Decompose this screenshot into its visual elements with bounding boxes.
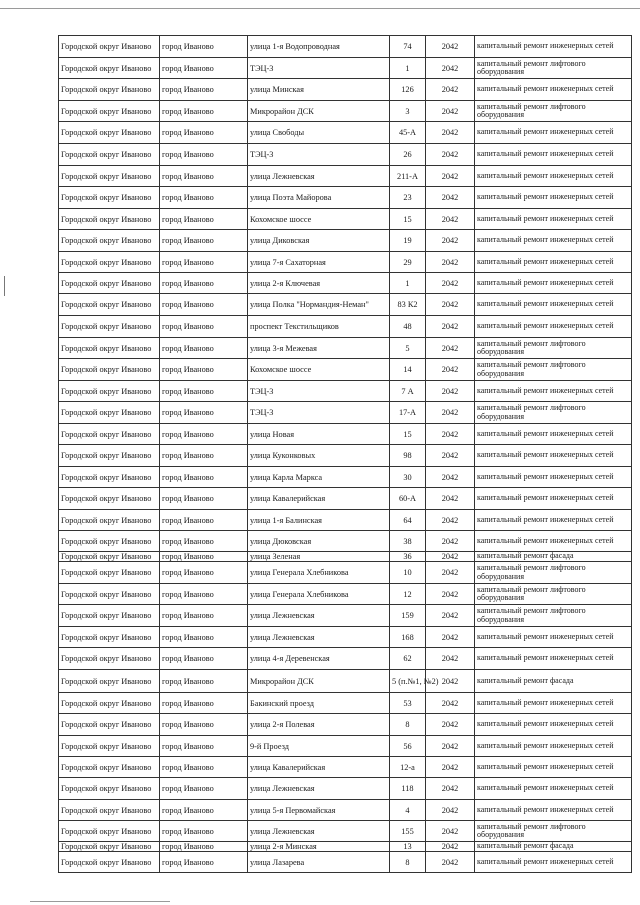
district-cell: Городской округ Иваново — [59, 252, 160, 273]
district-cell: Городской округ Иваново — [59, 842, 160, 852]
year-cell: 2042 — [426, 757, 475, 778]
house-number-cell: 62 — [390, 648, 426, 670]
city-cell: город Иваново — [160, 467, 248, 488]
district-cell: Городской округ Иваново — [59, 852, 160, 873]
table-row — [59, 166, 632, 187]
house-number-cell: 1 — [390, 273, 426, 294]
table-row — [59, 821, 632, 842]
house-number-cell: 60-А — [390, 488, 426, 510]
year-cell: 2042 — [426, 144, 475, 166]
year-cell: 2042 — [426, 627, 475, 648]
city-cell: город Иваново — [160, 101, 248, 122]
year-cell: 2042 — [426, 424, 475, 445]
house-number-cell: 12 — [390, 584, 426, 605]
year-cell: 2042 — [426, 166, 475, 187]
district-cell: Городской округ Иваново — [59, 294, 160, 316]
street-cell: проспект Текстильщиков — [248, 316, 390, 338]
table-row — [59, 670, 632, 693]
district-cell: Городской округ Иваново — [59, 605, 160, 627]
street-cell: Кохомское шоссе — [248, 359, 390, 381]
table-row — [59, 531, 632, 552]
house-number-cell: 5 — [390, 338, 426, 359]
district-cell: Городской округ Иваново — [59, 58, 160, 79]
district-cell: Городской округ Иваново — [59, 230, 160, 252]
house-number-cell: 211-А — [390, 166, 426, 187]
house-number-cell: 98 — [390, 445, 426, 467]
district-cell: Городской округ Иваново — [59, 821, 160, 842]
street-cell: улица Кавалерийская — [248, 488, 390, 510]
year-cell: 2042 — [426, 562, 475, 584]
year-cell: 2042 — [426, 467, 475, 488]
work-type-cell: капитальный ремонт лифтового оборудования — [475, 821, 632, 842]
house-number-cell: 118 — [390, 778, 426, 800]
table-row — [59, 36, 632, 58]
street-cell: улица Зеленая — [248, 552, 390, 562]
table-body — [59, 36, 632, 873]
district-cell: Городской округ Иваново — [59, 736, 160, 757]
table-row — [59, 552, 632, 562]
table-row — [59, 144, 632, 166]
district-cell: Городской округ Иваново — [59, 552, 160, 562]
city-cell: город Иваново — [160, 842, 248, 852]
house-number-cell: 36 — [390, 552, 426, 562]
year-cell: 2042 — [426, 402, 475, 424]
scan-left-mark — [4, 276, 5, 296]
house-number-cell: 155 — [390, 821, 426, 842]
table-row — [59, 381, 632, 402]
work-type-cell: капитальный ремонт инженерных сетей — [475, 273, 632, 294]
district-cell: Городской округ Иваново — [59, 714, 160, 736]
house-number-cell: 64 — [390, 510, 426, 531]
table-row — [59, 605, 632, 627]
city-cell: город Иваново — [160, 445, 248, 467]
table-row — [59, 714, 632, 736]
street-cell: улица Лежневская — [248, 166, 390, 187]
street-cell: улица 2-я Ключевая — [248, 273, 390, 294]
house-number-cell: 126 — [390, 79, 426, 101]
house-number-cell: 23 — [390, 187, 426, 209]
city-cell: город Иваново — [160, 79, 248, 101]
street-cell: Бакинский проезд — [248, 693, 390, 714]
district-cell: Городской округ Иваново — [59, 562, 160, 584]
city-cell: город Иваново — [160, 230, 248, 252]
table-row — [59, 648, 632, 670]
work-type-cell: капитальный ремонт инженерных сетей — [475, 209, 632, 230]
street-cell: ТЭЦ-3 — [248, 381, 390, 402]
year-cell: 2042 — [426, 736, 475, 757]
district-cell: Городской округ Иваново — [59, 648, 160, 670]
work-type-cell: капитальный ремонт инженерных сетей — [475, 252, 632, 273]
city-cell: город Иваново — [160, 144, 248, 166]
street-cell: 9-й Проезд — [248, 736, 390, 757]
city-cell: город Иваново — [160, 821, 248, 842]
table-row — [59, 338, 632, 359]
house-number-cell: 4 — [390, 800, 426, 821]
house-number-cell: 56 — [390, 736, 426, 757]
table-row — [59, 101, 632, 122]
year-cell: 2042 — [426, 510, 475, 531]
district-cell: Городской округ Иваново — [59, 316, 160, 338]
work-type-cell: капитальный ремонт инженерных сетей — [475, 381, 632, 402]
work-type-cell: капитальный ремонт лифтового оборудования — [475, 359, 632, 381]
house-number-cell: 3 — [390, 101, 426, 122]
work-type-cell: капитальный ремонт инженерных сетей — [475, 693, 632, 714]
table-row — [59, 273, 632, 294]
year-cell: 2042 — [426, 381, 475, 402]
street-cell: улица 7-я Сахаторная — [248, 252, 390, 273]
work-type-cell: капитальный ремонт инженерных сетей — [475, 316, 632, 338]
city-cell: город Иваново — [160, 552, 248, 562]
house-number-cell: 74 — [390, 36, 426, 58]
table-row — [59, 294, 632, 316]
table-row — [59, 852, 632, 873]
year-cell: 2042 — [426, 209, 475, 230]
house-number-cell: 168 — [390, 627, 426, 648]
street-cell: Микрорайон ДСК — [248, 670, 390, 693]
house-number-cell: 45-А — [390, 122, 426, 144]
district-cell: Городской округ Иваново — [59, 101, 160, 122]
work-type-cell: капитальный ремонт фасада — [475, 552, 632, 562]
table-row — [59, 359, 632, 381]
work-type-cell: капитальный ремонт лифтового оборудования — [475, 605, 632, 627]
year-cell: 2042 — [426, 101, 475, 122]
street-cell: улица 1-я Балинская — [248, 510, 390, 531]
street-cell: Кохомское шоссе — [248, 209, 390, 230]
city-cell: город Иваново — [160, 488, 248, 510]
year-cell: 2042 — [426, 584, 475, 605]
street-cell: улица Диковская — [248, 230, 390, 252]
city-cell: город Иваново — [160, 187, 248, 209]
house-number-cell: 8 — [390, 714, 426, 736]
city-cell: город Иваново — [160, 316, 248, 338]
year-cell: 2042 — [426, 187, 475, 209]
table-row — [59, 778, 632, 800]
scan-top-edge — [0, 8, 640, 9]
table-row — [59, 510, 632, 531]
house-number-cell: 38 — [390, 531, 426, 552]
city-cell: город Иваново — [160, 359, 248, 381]
district-cell: Городской округ Иваново — [59, 757, 160, 778]
house-number-cell: 30 — [390, 467, 426, 488]
table-row — [59, 122, 632, 144]
city-cell: город Иваново — [160, 510, 248, 531]
work-type-cell: капитальный ремонт лифтового оборудования — [475, 58, 632, 79]
street-cell: Микрорайон ДСК — [248, 101, 390, 122]
city-cell: город Иваново — [160, 800, 248, 821]
table-row — [59, 736, 632, 757]
district-cell: Городской округ Иваново — [59, 693, 160, 714]
house-number-cell: 8 — [390, 852, 426, 873]
house-number-cell: 13 — [390, 842, 426, 852]
work-type-cell: капитальный ремонт инженерных сетей — [475, 488, 632, 510]
district-cell: Городской округ Иваново — [59, 273, 160, 294]
year-cell: 2042 — [426, 800, 475, 821]
table-row — [59, 316, 632, 338]
city-cell: город Иваново — [160, 584, 248, 605]
year-cell: 2042 — [426, 778, 475, 800]
city-cell: город Иваново — [160, 338, 248, 359]
house-number-cell: 5 (п.№1, №2) — [390, 670, 426, 693]
house-number-cell: 83 К2 — [390, 294, 426, 316]
work-type-cell: капитальный ремонт фасада — [475, 842, 632, 852]
district-cell: Городской округ Иваново — [59, 187, 160, 209]
year-cell: 2042 — [426, 338, 475, 359]
table-row — [59, 693, 632, 714]
street-cell: улица Кавалерийская — [248, 757, 390, 778]
district-cell: Городской округ Иваново — [59, 584, 160, 605]
work-type-cell: капитальный ремонт инженерных сетей — [475, 230, 632, 252]
year-cell: 2042 — [426, 445, 475, 467]
street-cell: улица 2-я Полевая — [248, 714, 390, 736]
house-number-cell: 19 — [390, 230, 426, 252]
district-cell: Городской округ Иваново — [59, 778, 160, 800]
district-cell: Городской округ Иваново — [59, 510, 160, 531]
work-type-cell: капитальный ремонт инженерных сетей — [475, 736, 632, 757]
house-number-cell: 29 — [390, 252, 426, 273]
street-cell: улица Куконковых — [248, 445, 390, 467]
year-cell: 2042 — [426, 359, 475, 381]
table-row — [59, 187, 632, 209]
district-cell: Городской округ Иваново — [59, 122, 160, 144]
year-cell: 2042 — [426, 648, 475, 670]
work-type-cell: капитальный ремонт инженерных сетей — [475, 467, 632, 488]
district-cell: Городской округ Иваново — [59, 381, 160, 402]
city-cell: город Иваново — [160, 670, 248, 693]
work-type-cell: капитальный ремонт лифтового оборудования — [475, 562, 632, 584]
house-number-cell: 26 — [390, 144, 426, 166]
table-row — [59, 757, 632, 778]
work-type-cell: капитальный ремонт инженерных сетей — [475, 166, 632, 187]
street-cell: улица Минская — [248, 79, 390, 101]
city-cell: город Иваново — [160, 562, 248, 584]
work-type-cell: капитальный ремонт инженерных сетей — [475, 714, 632, 736]
year-cell: 2042 — [426, 605, 475, 627]
city-cell: город Иваново — [160, 273, 248, 294]
street-cell: улица Лежневская — [248, 627, 390, 648]
work-type-cell: капитальный ремонт инженерных сетей — [475, 627, 632, 648]
table-row — [59, 424, 632, 445]
work-type-cell: капитальный ремонт инженерных сетей — [475, 852, 632, 873]
street-cell: улица Поэта Майорова — [248, 187, 390, 209]
city-cell: город Иваново — [160, 778, 248, 800]
district-cell: Городской округ Иваново — [59, 36, 160, 58]
table-row — [59, 627, 632, 648]
district-cell: Городской округ Иваново — [59, 359, 160, 381]
year-cell: 2042 — [426, 552, 475, 562]
street-cell: улица 3-я Межевая — [248, 338, 390, 359]
city-cell: город Иваново — [160, 531, 248, 552]
city-cell: город Иваново — [160, 714, 248, 736]
street-cell: улица Свободы — [248, 122, 390, 144]
work-type-cell: капитальный ремонт инженерных сетей — [475, 757, 632, 778]
street-cell: улица Генерала Хлебникова — [248, 584, 390, 605]
district-cell: Городской округ Иваново — [59, 402, 160, 424]
table-row — [59, 562, 632, 584]
work-type-cell: капитальный ремонт инженерных сетей — [475, 778, 632, 800]
district-cell: Городской округ Иваново — [59, 467, 160, 488]
city-cell: город Иваново — [160, 648, 248, 670]
street-cell: улица Дюковская — [248, 531, 390, 552]
year-cell: 2042 — [426, 670, 475, 693]
work-type-cell: капитальный ремонт инженерных сетей — [475, 122, 632, 144]
city-cell: город Иваново — [160, 381, 248, 402]
house-number-cell: 14 — [390, 359, 426, 381]
year-cell: 2042 — [426, 531, 475, 552]
street-cell: улица 1-я Водопроводная — [248, 36, 390, 58]
work-type-cell: капитальный ремонт инженерных сетей — [475, 144, 632, 166]
table-row — [59, 842, 632, 852]
district-cell: Городской округ Иваново — [59, 79, 160, 101]
district-cell: Городской округ Иваново — [59, 800, 160, 821]
city-cell: город Иваново — [160, 252, 248, 273]
table-row — [59, 467, 632, 488]
street-cell: улица Генерала Хлебникова — [248, 562, 390, 584]
street-cell: улица 2-я Минская — [248, 842, 390, 852]
year-cell: 2042 — [426, 316, 475, 338]
street-cell: ТЭЦ-3 — [248, 58, 390, 79]
work-type-cell: капитальный ремонт лифтового оборудования — [475, 338, 632, 359]
district-cell: Городской округ Иваново — [59, 627, 160, 648]
city-cell: город Иваново — [160, 757, 248, 778]
table-row — [59, 445, 632, 467]
city-cell: город Иваново — [160, 402, 248, 424]
street-cell: улица Лежневская — [248, 605, 390, 627]
table-row — [59, 58, 632, 79]
street-cell: улица Лазарева — [248, 852, 390, 873]
year-cell: 2042 — [426, 842, 475, 852]
street-cell: ТЭЦ-3 — [248, 402, 390, 424]
table-row — [59, 488, 632, 510]
city-cell: город Иваново — [160, 166, 248, 187]
year-cell: 2042 — [426, 79, 475, 101]
district-cell: Городской округ Иваново — [59, 166, 160, 187]
house-number-cell: 15 — [390, 424, 426, 445]
year-cell: 2042 — [426, 488, 475, 510]
table-row — [59, 209, 632, 230]
city-cell: город Иваново — [160, 424, 248, 445]
street-cell: ТЭЦ-3 — [248, 144, 390, 166]
house-number-cell: 53 — [390, 693, 426, 714]
table-row — [59, 402, 632, 424]
city-cell: город Иваново — [160, 693, 248, 714]
street-cell: улица Карла Маркса — [248, 467, 390, 488]
work-type-cell: капитальный ремонт инженерных сетей — [475, 445, 632, 467]
district-cell: Городской округ Иваново — [59, 488, 160, 510]
year-cell: 2042 — [426, 230, 475, 252]
district-cell: Городской округ Иваново — [59, 445, 160, 467]
work-type-cell: капитальный ремонт инженерных сетей — [475, 531, 632, 552]
year-cell: 2042 — [426, 273, 475, 294]
house-number-cell: 1 — [390, 58, 426, 79]
city-cell: город Иваново — [160, 605, 248, 627]
city-cell: город Иваново — [160, 294, 248, 316]
work-type-cell: капитальный ремонт инженерных сетей — [475, 800, 632, 821]
house-number-cell: 48 — [390, 316, 426, 338]
work-type-cell: капитальный ремонт инженерных сетей — [475, 294, 632, 316]
year-cell: 2042 — [426, 36, 475, 58]
year-cell: 2042 — [426, 714, 475, 736]
district-cell: Городской округ Иваново — [59, 531, 160, 552]
year-cell: 2042 — [426, 294, 475, 316]
street-cell: улица 5-я Первомайская — [248, 800, 390, 821]
district-cell: Городской округ Иваново — [59, 424, 160, 445]
street-cell: улица Полка "Нормандия-Неман" — [248, 294, 390, 316]
district-cell: Городской округ Иваново — [59, 338, 160, 359]
table-row — [59, 584, 632, 605]
work-type-cell: капитальный ремонт инженерных сетей — [475, 510, 632, 531]
table-row — [59, 800, 632, 821]
table-row — [59, 79, 632, 101]
house-number-cell: 17-А — [390, 402, 426, 424]
house-number-cell: 12-а — [390, 757, 426, 778]
work-type-cell: капитальный ремонт инженерных сетей — [475, 79, 632, 101]
year-cell: 2042 — [426, 252, 475, 273]
work-type-cell: капитальный ремонт лифтового оборудования — [475, 584, 632, 605]
district-cell: Городской округ Иваново — [59, 209, 160, 230]
year-cell: 2042 — [426, 122, 475, 144]
year-cell: 2042 — [426, 693, 475, 714]
year-cell: 2042 — [426, 821, 475, 842]
work-type-cell: капитальный ремонт инженерных сетей — [475, 424, 632, 445]
work-type-cell: капитальный ремонт инженерных сетей — [475, 648, 632, 670]
street-cell: улица 4-я Деревенская — [248, 648, 390, 670]
year-cell: 2042 — [426, 58, 475, 79]
street-cell: улица Лежневская — [248, 821, 390, 842]
work-type-cell: капитальный ремонт лифтового оборудования — [475, 101, 632, 122]
city-cell: город Иваново — [160, 36, 248, 58]
year-cell: 2042 — [426, 852, 475, 873]
street-cell: улица Новая — [248, 424, 390, 445]
work-type-cell: капитальный ремонт фасада — [475, 670, 632, 693]
district-cell: Городской округ Иваново — [59, 670, 160, 693]
housing-repair-table — [58, 35, 632, 873]
city-cell: город Иваново — [160, 627, 248, 648]
city-cell: город Иваново — [160, 736, 248, 757]
city-cell: город Иваново — [160, 209, 248, 230]
table-row — [59, 230, 632, 252]
scan-bottom-edge — [30, 901, 170, 902]
table-row — [59, 252, 632, 273]
house-number-cell: 15 — [390, 209, 426, 230]
house-number-cell: 7 А — [390, 381, 426, 402]
work-type-cell: капитальный ремонт инженерных сетей — [475, 187, 632, 209]
city-cell: город Иваново — [160, 58, 248, 79]
work-type-cell: капитальный ремонт лифтового оборудования — [475, 402, 632, 424]
house-number-cell: 10 — [390, 562, 426, 584]
work-type-cell: капитальный ремонт инженерных сетей — [475, 36, 632, 58]
city-cell: город Иваново — [160, 122, 248, 144]
street-cell: улица Лежневская — [248, 778, 390, 800]
city-cell: город Иваново — [160, 852, 248, 873]
district-cell: Городской округ Иваново — [59, 144, 160, 166]
house-number-cell: 159 — [390, 605, 426, 627]
